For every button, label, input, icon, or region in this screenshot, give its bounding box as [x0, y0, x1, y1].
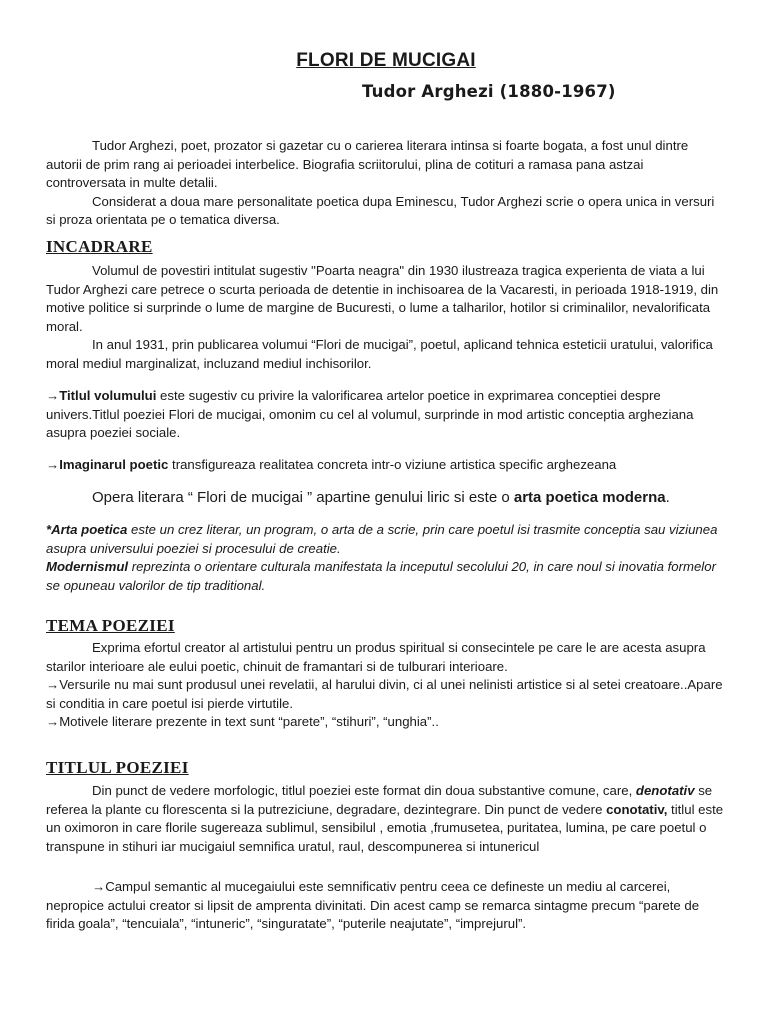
opera-bold: arta poetica moderna: [513, 489, 666, 506]
titlul-volumului-text: este sugestiv cu privire la valorificarea artelor poetice in exprimarea conceptiei despre univers.Titlul poeziei Flori de mucigai, omonim cu cel al volumul, surprinde in mod artistic conceptia argheziana asupra poeziei sociale.: [46, 388, 694, 440]
heading-incadrare: INCADRARE: [46, 237, 153, 256]
titlul-section: [46, 782, 726, 856]
opera-paragraph: [46, 489, 726, 508]
imaginarul-paragraph: [46, 456, 726, 475]
conotativ-term: conotativ,: [606, 801, 668, 817]
imaginarul-label: Imaginarul poetic: [59, 457, 169, 472]
intro-section: [46, 137, 726, 230]
titlul-volumului-label: Titlul volumului: [59, 388, 157, 403]
tema-paragraph-1: Exprima efortul creator al artistului pentru un produs spiritual si consecintele pe care le are acesta asupra starilor interioare ale eului poetic, chinuit de framantari si de tulburari interioare.: [46, 640, 706, 674]
modernismul-text: reprezinta o orientare culturala manifestata la inceputul secolului 20, in care noul si inovatia formelor se opuneau valorilor de tip traditional.: [46, 559, 716, 593]
titlul-text-a: Din punct de vedere morfologic, titlul poeziei este format din doua substantive comune, care,: [92, 783, 636, 798]
titlul-text-c: se referea la plante cu florescenta si la putreziciune, degradare, dezintegrare. Din punct de vedere: [46, 783, 713, 817]
denotativ-term: denotativ: [635, 783, 695, 798]
opera-end: .: [665, 489, 670, 506]
opera-text: Opera literara “ Flori de mucigai ” apartine genului liric si este o: [92, 489, 514, 506]
arta-poetica-label: *Arta poetica: [46, 522, 128, 537]
tema-section: [46, 639, 726, 732]
titlul-volumului-paragraph: [46, 387, 726, 443]
arrow-symbol: →: [46, 457, 60, 472]
heading-titlul: TITLUL POEZIEI: [46, 758, 189, 777]
definitii-section: [46, 521, 726, 595]
camp-semantic-paragraph: [46, 878, 726, 934]
camp-semantic-text: →Campul semantic al mucegaiului este semnificativ pentru ceea ce defineste un mediu al carcerei, nepropice actului creator si lipsit de amprenta divinitati. Din acest camp se remarca sintagme precum “parete de firida goala”, “tencuiala”, “intuneric”, “singuratate”, “puterile neajutate”, “imprejurul”.: [46, 879, 700, 931]
intro-paragraph-1: Tudor Arghezi, poet, prozator si gazetar cu o carierea literara intinsa si foarte bogata, a fost unul dintre autorii de prim rang ai perioadei interbelice. Biografia scriitorului, plina de cotituri a ramasa pana astzai controversata in multe detalii.: [46, 138, 689, 190]
arrow-symbol: →: [46, 388, 60, 403]
heading-tema: TEMA POEZIEI: [46, 616, 175, 635]
incadrare-section: [46, 262, 726, 373]
imaginarul-text: transfigureaza realitatea concreta intr-o viziune artistica specific arghezeana: [168, 457, 617, 472]
tema-paragraph-2: →Versurile nu mai sunt produsul unei revelatii, al harului divin, ci al unei nelinisti artistice si al setei creatoare..Apare si conditia in care poetul isi pierde virtutile.: [46, 677, 723, 711]
document-subtitle: Tudor Arghezi (1880-1967): [362, 82, 616, 101]
tema-paragraph-3: →Motivele literare prezente in text sunt “parete”, “stihuri”, “unghia”..: [46, 714, 439, 729]
titlul-text-e: titlul este un oximoron in care florile sugereaza sublimul, sensibilul , emotia ,frumusetea, puritatea, lumina, pe care poetul o transpune in stihuri iar mucigaiul semnifica uratul, raul, descompunerea si intunericul: [46, 801, 724, 854]
incadrare-paragraph-2: In anul 1931, prin publicarea volumui “Flori de mucigai”, poetul, aplicand tehnica esteticii uratului, valorifica moral mediul marginalizat, incluzand mediul inchisorilor.: [46, 337, 713, 371]
modernismul-label: Modernismul: [46, 559, 129, 574]
intro-paragraph-2: Considerat a doua mare personalitate poetica dupa Eminescu, Tudor Arghezi scrie o opera unica in versuri si proza orientata pe o tematica diversa.: [46, 193, 715, 227]
arta-poetica-text: este un crez literar, un program, o arta de a scrie, prin care poetul isi trasmite conceptia sau viziunea asupra universului poeziei si procesului de creatie.: [46, 522, 718, 556]
document-title: FLORI DE MUCIGAI: [296, 50, 476, 71]
incadrare-paragraph-1: Volumul de povestiri intitulat sugestiv "Poarta neagra" din 1930 ilustreaza tragica experienta de viata a lui Tudor Arghezi care petrece o scurta perioada de detentie in inchisoarea de la Vacaresti, in perioada 1918-1919, din motive politice si surprinde o lume de margine de Bucuresti, o lume a talharilor, hotilor si criminalilor, nevalorificata moral.: [46, 263, 719, 334]
